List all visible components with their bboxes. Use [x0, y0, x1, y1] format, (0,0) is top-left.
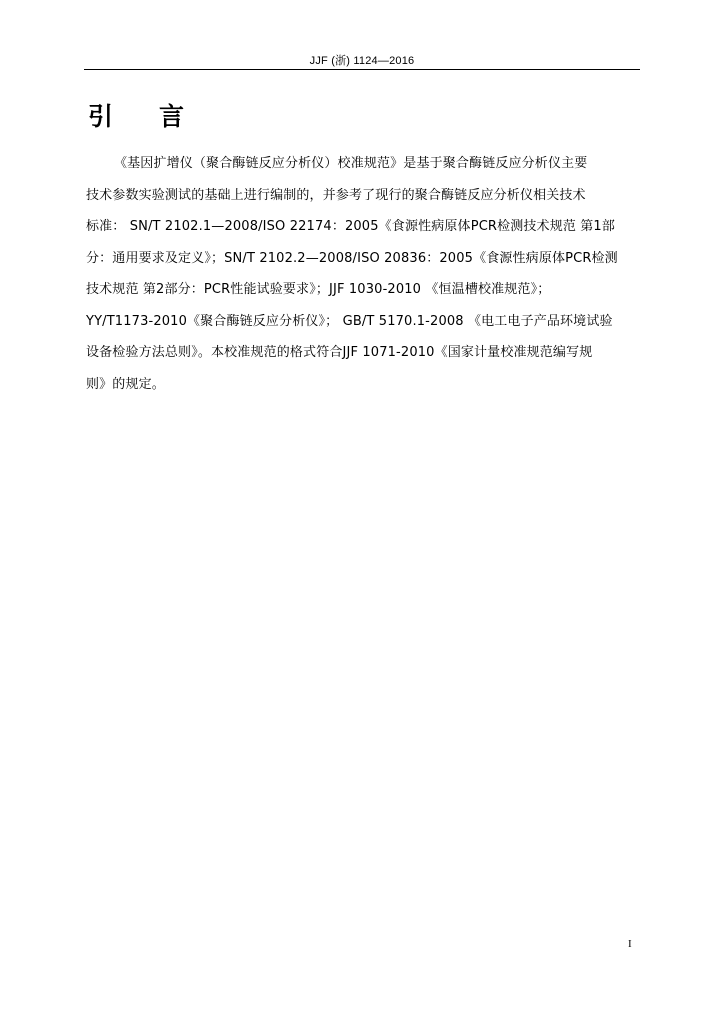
paragraph-line: 标准： SN/T 2102.1—2008/ISO 22174：2005《食源性病原体PCR检测技术规范 第1部 — [86, 219, 616, 234]
paragraph-line: 设备检验方法总则》。本校准规范的格式符合JJF 1071-2010《国家计量校准规范编写规 — [86, 345, 593, 360]
section-title — [88, 100, 184, 134]
paragraph-line: 技术规范 第2部分：PCR性能试验要求》；JJF 1030-2010 《恒温槽校准规范》； — [86, 282, 551, 297]
header-rule — [84, 69, 640, 70]
page-header: JJF (浙) 1124—2016 — [309, 55, 415, 67]
introduction-paragraph — [86, 148, 646, 400]
paragraph-line: YY/T1173-2010《聚合酶链反应分析仪》； GB/T 5170.1-2008 《电工电子产品环境试验 — [86, 313, 613, 329]
section-title-char-1: 引 — [88, 102, 114, 131]
section-title-char-2: 言 — [159, 102, 185, 131]
page-number: I — [628, 938, 632, 950]
paragraph-line: 分：通用要求及定义》；SN/T 2102.2—2008/ISO 20836：2005《食源性病原体PCR检测 — [86, 250, 618, 266]
paragraph-line: 则》的规定。 — [86, 376, 165, 392]
paragraph-line: 技术参数实验测试的基础上进行编制的，并参考了现行的聚合酶链反应分析仪相关技术 — [86, 187, 586, 203]
paragraph-line: 《基因扩增仪（聚合酶链反应分析仪）校准规范》是基于聚合酶链反应分析仪主要 — [114, 156, 588, 171]
